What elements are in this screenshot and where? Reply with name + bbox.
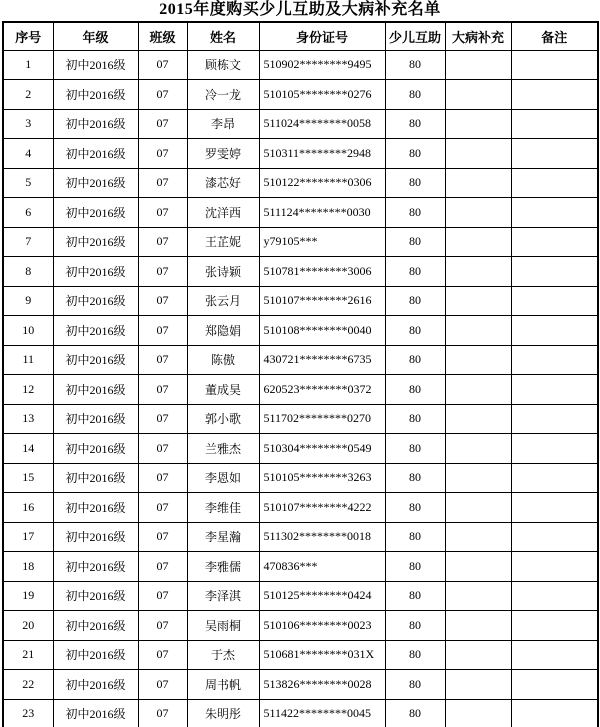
roster-table [2, 21, 599, 727]
cell-major-illness-supplement [445, 257, 511, 287]
cell-child-mutual-aid: 80 [385, 198, 445, 228]
cell-child-mutual-aid: 80 [385, 50, 445, 80]
cell-grade: 初中2016级 [53, 227, 138, 257]
cell-name: 张诗颖 [187, 257, 259, 287]
cell-id-number: 513826********0028 [259, 670, 385, 700]
cell-grade: 初中2016级 [53, 286, 138, 316]
cell-major-illness-supplement [445, 670, 511, 700]
cell-remark [511, 493, 598, 523]
cell-class: 07 [138, 109, 187, 139]
cell-child-mutual-aid: 80 [385, 109, 445, 139]
cell-class: 07 [138, 286, 187, 316]
table-row [3, 168, 598, 198]
cell-class: 07 [138, 80, 187, 110]
table-row [3, 345, 598, 375]
cell-seq: 1 [3, 50, 53, 80]
table-row [3, 552, 598, 582]
cell-class: 07 [138, 581, 187, 611]
cell-name: 沈洋西 [187, 198, 259, 228]
header-cell-name: 姓名 [187, 22, 259, 50]
cell-class: 07 [138, 552, 187, 582]
cell-name: 董成昊 [187, 375, 259, 405]
table-row [3, 257, 598, 287]
cell-major-illness-supplement [445, 434, 511, 464]
cell-grade: 初中2016级 [53, 345, 138, 375]
cell-child-mutual-aid: 80 [385, 493, 445, 523]
cell-grade: 初中2016级 [53, 139, 138, 169]
cell-child-mutual-aid: 80 [385, 434, 445, 464]
cell-name: 于杰 [187, 640, 259, 670]
cell-remark [511, 345, 598, 375]
cell-grade: 初中2016级 [53, 375, 138, 405]
cell-remark [511, 434, 598, 464]
cell-name: 吴雨桐 [187, 611, 259, 641]
table-row [3, 286, 598, 316]
cell-remark [511, 640, 598, 670]
table-row [3, 109, 598, 139]
cell-class: 07 [138, 434, 187, 464]
cell-seq: 3 [3, 109, 53, 139]
cell-remark [511, 227, 598, 257]
cell-child-mutual-aid: 80 [385, 168, 445, 198]
cell-remark [511, 50, 598, 80]
cell-child-mutual-aid: 80 [385, 139, 445, 169]
header-row [3, 22, 598, 50]
cell-name: 冷一龙 [187, 80, 259, 110]
table-row [3, 139, 598, 169]
cell-seq: 2 [3, 80, 53, 110]
cell-grade: 初中2016级 [53, 699, 138, 727]
cell-child-mutual-aid: 80 [385, 699, 445, 727]
cell-seq: 20 [3, 611, 53, 641]
header-cell-child-mutual-aid: 少儿互助 [385, 22, 445, 50]
cell-grade: 初中2016级 [53, 522, 138, 552]
cell-major-illness-supplement [445, 227, 511, 257]
cell-class: 07 [138, 316, 187, 346]
cell-grade: 初中2016级 [53, 168, 138, 198]
cell-grade: 初中2016级 [53, 552, 138, 582]
cell-seq: 10 [3, 316, 53, 346]
cell-remark [511, 552, 598, 582]
cell-child-mutual-aid: 80 [385, 581, 445, 611]
cell-major-illness-supplement [445, 522, 511, 552]
cell-grade: 初中2016级 [53, 581, 138, 611]
cell-name: 李维佳 [187, 493, 259, 523]
cell-remark [511, 168, 598, 198]
cell-remark [511, 286, 598, 316]
cell-major-illness-supplement [445, 463, 511, 493]
cell-id-number: 510304********0549 [259, 434, 385, 464]
cell-id-number: 510681********031X [259, 640, 385, 670]
cell-id-number: 470836*** [259, 552, 385, 582]
table-row [3, 463, 598, 493]
cell-class: 07 [138, 640, 187, 670]
cell-class: 07 [138, 611, 187, 641]
cell-id-number: 511302********0018 [259, 522, 385, 552]
cell-seq: 19 [3, 581, 53, 611]
cell-seq: 6 [3, 198, 53, 228]
cell-child-mutual-aid: 80 [385, 640, 445, 670]
cell-child-mutual-aid: 80 [385, 80, 445, 110]
cell-name: 李泽淇 [187, 581, 259, 611]
cell-major-illness-supplement [445, 611, 511, 641]
cell-grade: 初中2016级 [53, 109, 138, 139]
cell-remark [511, 198, 598, 228]
cell-child-mutual-aid: 80 [385, 345, 445, 375]
cell-major-illness-supplement [445, 168, 511, 198]
cell-grade: 初中2016级 [53, 316, 138, 346]
table-row [3, 699, 598, 727]
table-row [3, 375, 598, 405]
cell-id-number: 510125********0424 [259, 581, 385, 611]
cell-grade: 初中2016级 [53, 434, 138, 464]
cell-class: 07 [138, 198, 187, 228]
cell-seq: 12 [3, 375, 53, 405]
cell-major-illness-supplement [445, 286, 511, 316]
cell-grade: 初中2016级 [53, 611, 138, 641]
cell-class: 07 [138, 463, 187, 493]
cell-grade: 初中2016级 [53, 670, 138, 700]
header-cell-major-illness-supplement: 大病补充 [445, 22, 511, 50]
cell-name: 李恩如 [187, 463, 259, 493]
cell-seq: 23 [3, 699, 53, 727]
page-title: 2015年度购买少儿互助及大病补充名单 [159, 1, 441, 18]
cell-id-number: 510781********3006 [259, 257, 385, 287]
table-row [3, 316, 598, 346]
cell-remark [511, 80, 598, 110]
cell-class: 07 [138, 257, 187, 287]
cell-major-illness-supplement [445, 699, 511, 727]
cell-child-mutual-aid: 80 [385, 611, 445, 641]
cell-major-illness-supplement [445, 109, 511, 139]
cell-grade: 初中2016级 [53, 50, 138, 80]
cell-major-illness-supplement [445, 493, 511, 523]
cell-id-number: 511024********0058 [259, 109, 385, 139]
cell-grade: 初中2016级 [53, 198, 138, 228]
cell-seq: 4 [3, 139, 53, 169]
cell-remark [511, 375, 598, 405]
cell-id-number: 620523********0372 [259, 375, 385, 405]
cell-id-number: 511422********0045 [259, 699, 385, 727]
cell-major-illness-supplement [445, 139, 511, 169]
cell-id-number: 510311********2948 [259, 139, 385, 169]
cell-id-number: 510122********0306 [259, 168, 385, 198]
cell-name: 张云月 [187, 286, 259, 316]
cell-name: 罗雯婷 [187, 139, 259, 169]
cell-class: 07 [138, 404, 187, 434]
cell-name: 漆芯好 [187, 168, 259, 198]
table-row [3, 404, 598, 434]
cell-name: 郑隐娟 [187, 316, 259, 346]
cell-child-mutual-aid: 80 [385, 522, 445, 552]
cell-id-number: 510108********0040 [259, 316, 385, 346]
cell-class: 07 [138, 375, 187, 405]
cell-seq: 22 [3, 670, 53, 700]
header-cell-class: 班级 [138, 22, 187, 50]
cell-name: 朱明彤 [187, 699, 259, 727]
cell-major-illness-supplement [445, 375, 511, 405]
cell-child-mutual-aid: 80 [385, 227, 445, 257]
cell-name: 李昂 [187, 109, 259, 139]
cell-id-number: 510107********4222 [259, 493, 385, 523]
cell-class: 07 [138, 50, 187, 80]
cell-name: 顾栋文 [187, 50, 259, 80]
cell-id-number: 510106********0023 [259, 611, 385, 641]
cell-major-illness-supplement [445, 50, 511, 80]
table-row [3, 581, 598, 611]
cell-child-mutual-aid: 80 [385, 463, 445, 493]
cell-name: 陈傲 [187, 345, 259, 375]
table-row [3, 640, 598, 670]
cell-id-number: 510107********2616 [259, 286, 385, 316]
cell-remark [511, 670, 598, 700]
cell-seq: 13 [3, 404, 53, 434]
table-body [3, 50, 598, 727]
cell-major-illness-supplement [445, 581, 511, 611]
cell-child-mutual-aid: 80 [385, 316, 445, 346]
cell-class: 07 [138, 670, 187, 700]
cell-grade: 初中2016级 [53, 257, 138, 287]
cell-child-mutual-aid: 80 [385, 552, 445, 582]
cell-id-number: 430721********6735 [259, 345, 385, 375]
table-row [3, 198, 598, 228]
cell-remark [511, 463, 598, 493]
cell-major-illness-supplement [445, 198, 511, 228]
cell-seq: 21 [3, 640, 53, 670]
cell-remark [511, 611, 598, 641]
cell-seq: 14 [3, 434, 53, 464]
cell-remark [511, 257, 598, 287]
cell-major-illness-supplement [445, 552, 511, 582]
cell-major-illness-supplement [445, 640, 511, 670]
cell-major-illness-supplement [445, 404, 511, 434]
cell-class: 07 [138, 522, 187, 552]
cell-child-mutual-aid: 80 [385, 286, 445, 316]
cell-remark [511, 139, 598, 169]
cell-major-illness-supplement [445, 80, 511, 110]
cell-id-number: y79105*** [259, 227, 385, 257]
cell-seq: 16 [3, 493, 53, 523]
cell-name: 李星瀚 [187, 522, 259, 552]
cell-remark [511, 522, 598, 552]
cell-name: 兰雅杰 [187, 434, 259, 464]
cell-remark [511, 316, 598, 346]
cell-grade: 初中2016级 [53, 640, 138, 670]
cell-seq: 15 [3, 463, 53, 493]
header-cell-remark: 备注 [511, 22, 598, 50]
cell-grade: 初中2016级 [53, 404, 138, 434]
cell-seq: 17 [3, 522, 53, 552]
table-row [3, 434, 598, 464]
cell-seq: 9 [3, 286, 53, 316]
cell-child-mutual-aid: 80 [385, 257, 445, 287]
cell-seq: 11 [3, 345, 53, 375]
cell-grade: 初中2016级 [53, 493, 138, 523]
cell-id-number: 510105********0276 [259, 80, 385, 110]
cell-grade: 初中2016级 [53, 463, 138, 493]
cell-remark [511, 581, 598, 611]
header-cell-seq: 序号 [3, 22, 53, 50]
cell-seq: 18 [3, 552, 53, 582]
table-row [3, 522, 598, 552]
cell-major-illness-supplement [445, 316, 511, 346]
cell-seq: 8 [3, 257, 53, 287]
cell-class: 07 [138, 493, 187, 523]
cell-id-number: 511702********0270 [259, 404, 385, 434]
header-cell-id-number: 身份证号 [259, 22, 385, 50]
cell-id-number: 510902********9495 [259, 50, 385, 80]
cell-class: 07 [138, 139, 187, 169]
cell-remark [511, 404, 598, 434]
table-row [3, 493, 598, 523]
cell-name: 李雅儒 [187, 552, 259, 582]
cell-seq: 5 [3, 168, 53, 198]
cell-remark [511, 109, 598, 139]
cell-id-number: 510105********3263 [259, 463, 385, 493]
cell-major-illness-supplement [445, 345, 511, 375]
cell-class: 07 [138, 699, 187, 727]
header-cell-grade: 年级 [53, 22, 138, 50]
table-row [3, 80, 598, 110]
table-row [3, 670, 598, 700]
table-row [3, 611, 598, 641]
table-row [3, 227, 598, 257]
table-row [3, 50, 598, 80]
cell-name: 王芷妮 [187, 227, 259, 257]
cell-grade: 初中2016级 [53, 80, 138, 110]
cell-id-number: 511124********0030 [259, 198, 385, 228]
cell-seq: 7 [3, 227, 53, 257]
cell-child-mutual-aid: 80 [385, 404, 445, 434]
cell-remark [511, 699, 598, 727]
cell-name: 周书帆 [187, 670, 259, 700]
cell-class: 07 [138, 345, 187, 375]
cell-child-mutual-aid: 80 [385, 375, 445, 405]
cell-class: 07 [138, 168, 187, 198]
cell-class: 07 [138, 227, 187, 257]
cell-child-mutual-aid: 80 [385, 670, 445, 700]
cell-name: 郭小歌 [187, 404, 259, 434]
